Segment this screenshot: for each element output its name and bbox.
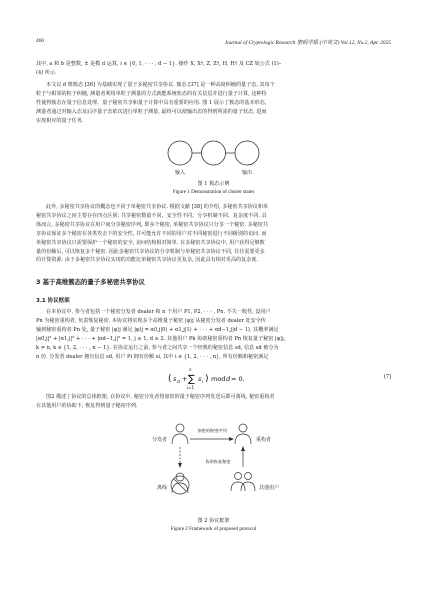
- framework-paragraph: [36, 308, 392, 361]
- text-line: 测量者通过对输入态及后序量子态依次进行单粒子测量, 最终可以使输出态的得到所需的量子状态, 进而: [36, 108, 267, 115]
- equation-7: [0, 366, 427, 390]
- subsection-title: 3.1 协议框架: [36, 298, 70, 304]
- other-users-label: 其他用户: [259, 485, 280, 491]
- figure2-caption-cn: 图 2 协议框架: [197, 518, 230, 524]
- equation-number: (7): [384, 374, 391, 380]
- input-label: 输入: [174, 170, 186, 176]
- dealer-person-icon: [172, 424, 188, 444]
- svg-text:(: (: [168, 374, 172, 384]
- reconstructor-person-icon: [235, 424, 251, 444]
- svg-text:mod: mod: [211, 375, 226, 383]
- dealer-label: 分发者: [151, 437, 167, 443]
- running-header: Journal of Cryptologic Research 密码学报 (中英文) Vol.12, No.2, Apr. 2025: [224, 40, 391, 46]
- text-line: 的计算资源. 由于多秘密共享协议实现的功能比单秘密共享协议更复杂, 因此具有相对更高的复杂度.: [36, 257, 259, 264]
- protocol-framework-figure: [0, 413, 427, 518]
- text-line: 本文以 d 维簇态 [36] 为基础实现了量子多秘密共享协议. 簇态 [37] 是一种高度纠缠的量子态, 其每个: [46, 82, 275, 88]
- text-line: |α0,j|² + |α1,j|² + · · · + |αd−1,j|² = 1, j ≥ 1, d ≥ 2. 其他用户 Pk 协助秘密重构者 Pn 恢复量子秘密 |φ⟩j,: [36, 335, 286, 342]
- text-line: k ≠ n, k ∈ {1, 2, · · · , n − 1}. 在协议运行之前, 参与者之间共享一个经典的秘密信息 sd, 信息 sd 被分为: [36, 344, 279, 351]
- text-line: 图2 描述了协议的总体框架, 在协议中, 秘密分发者将加密的量子秘密序列发送后即可离线, 秘密重构者: [46, 394, 275, 400]
- text-line: 实现相应的量子任务.: [36, 117, 84, 124]
- section-title: 3 基于高维簇态的量子多秘密共享协议: [36, 278, 145, 286]
- text-line: 其中, a 和 b 是整数, ± 是模 d 运算, i ∈ {0, 1, · · · , d − 1}. 操作 X, X†, Z, Z†, H, H† 及 CZ 如公式 (1)–: [36, 61, 282, 67]
- svg-text:s: s: [173, 375, 177, 383]
- cluster-state-figure: [0, 128, 427, 178]
- assist-label: 协助恢复秘密: [205, 459, 231, 464]
- svg-text:∑: ∑: [188, 374, 195, 385]
- other-users-icon: [231, 473, 255, 492]
- text-line: 性使得簇态在量子信息处理、量子秘密共享和量子计算中具有重要的应用. 图 1 展示了簇态的基本形态,: [36, 99, 267, 106]
- figure2-caption: [0, 517, 427, 533]
- offline-label: 离线: [156, 485, 167, 491]
- assist-arrow: [241, 446, 245, 467]
- dealer-offline-arrow: [178, 447, 182, 468]
- comparison-paragraph: [36, 203, 392, 265]
- text-line: 体而言, 多秘密共享协议在用户间分享秘密序列, 即多个秘密, 单秘密共享协议只分享一个秘密. 多秘密共: [36, 221, 268, 228]
- text-line: 输到秘密重构者 Pn 处, 量子秘密 |φ⟩j 满足 |φ⟩j = α0,j|0⟩ + α1,j|1⟩ + · · · + αd−1,j|d − 1⟩, 其概率满足: [36, 326, 279, 333]
- encrypted-sequence-arrow: [190, 437, 234, 441]
- text-line: 量的份额后, 可以恢复多个秘密. 因此多秘密共享协议的分享机制与单秘密共享协议不同, 往往需要更多: [36, 248, 265, 255]
- text-line: 单秘密共享协议只需要保护一个秘密的安全, 访问结构相对简单. 在多秘密共享协议中, 用户获得足够数: [36, 239, 265, 246]
- text-line: (4) 所示.: [36, 69, 57, 76]
- cluster-state-paragraph: [36, 81, 392, 126]
- page-number: 460: [36, 38, 45, 44]
- reconstructor-label: 重构者: [256, 437, 272, 443]
- text-line: 粒子与相邻的粒子纠缠, 测量者利用单粒子测量的方式就能系统状态的有关信息并进行量子计算, 这种特: [36, 90, 267, 97]
- text-line: 在本协议中, 参与者包括一个秘密分发者 dealer 和 n 个用户 P1, P2, · · · , Pn. 不失一般性, 设用户: [46, 309, 271, 315]
- text-line: 此外, 多秘密共享协议的概念也不同于单秘密共享协议. 根据文献 [38] 的介绍, 多秘密共享协议和单: [46, 204, 269, 210]
- svg-text:d: d: [177, 380, 180, 385]
- text-line: 享协议保证多个秘密在各类攻击下的安全性, 并可能允许不同的用户对不同秘密进行不同级别的访问. 而: [36, 230, 267, 237]
- qubit-node: [202, 141, 226, 165]
- text-line: 秘密共享协议之间主要存在四点区别: 共享秘密数量不同、安全性不同、分享机制不同、复杂度不同. 具: [36, 212, 267, 219]
- figure2-caption-en: Figure 2 Framework of proposed protocol: [170, 526, 257, 532]
- svg-text:+: +: [182, 375, 188, 383]
- sum-upper-limit: n: [189, 367, 192, 372]
- svg-text:): ): [205, 374, 209, 384]
- text-line: n 份. 分发者 dealer 拥有信息 sd, 用户 Pi 拥有份额 si, 其中 i ∈ {1, 2, · · · , n}, 所有份额和秘密满足: [36, 353, 269, 360]
- intro-paragraph: [36, 60, 392, 78]
- svg-text:s: s: [198, 375, 202, 383]
- figure1-caption: [0, 180, 427, 196]
- figure1-caption-cn: 图 1 簇态示例: [197, 181, 230, 187]
- svg-text:= 0.: = 0.: [231, 375, 245, 383]
- encrypted-sequence-label: 加密的秘密序列: [197, 428, 227, 433]
- svg-text:i: i: [202, 380, 204, 385]
- offline-dealer-icon: [171, 473, 189, 494]
- svg-text:d: d: [226, 375, 231, 383]
- output-label: 输出: [241, 170, 253, 176]
- flow-paragraph: [36, 393, 392, 411]
- equation-body: [168, 366, 264, 390]
- sum-lower-limit: i=1: [187, 385, 195, 390]
- text-line: Pn 为秘密重构者, 负责恢复秘密. 本协议将实现多个高维量子秘密 |φ⟩j 从秘密分发者 dealer 处安全传: [36, 317, 266, 324]
- qubit-node: [168, 141, 192, 165]
- text-line: 在其他用户的协助下, 恢复得到量子秘密序列.: [36, 402, 138, 409]
- figure1-caption-en: Figure 1 Demonstration of cluster states: [172, 189, 255, 195]
- qubit-node: [235, 141, 259, 165]
